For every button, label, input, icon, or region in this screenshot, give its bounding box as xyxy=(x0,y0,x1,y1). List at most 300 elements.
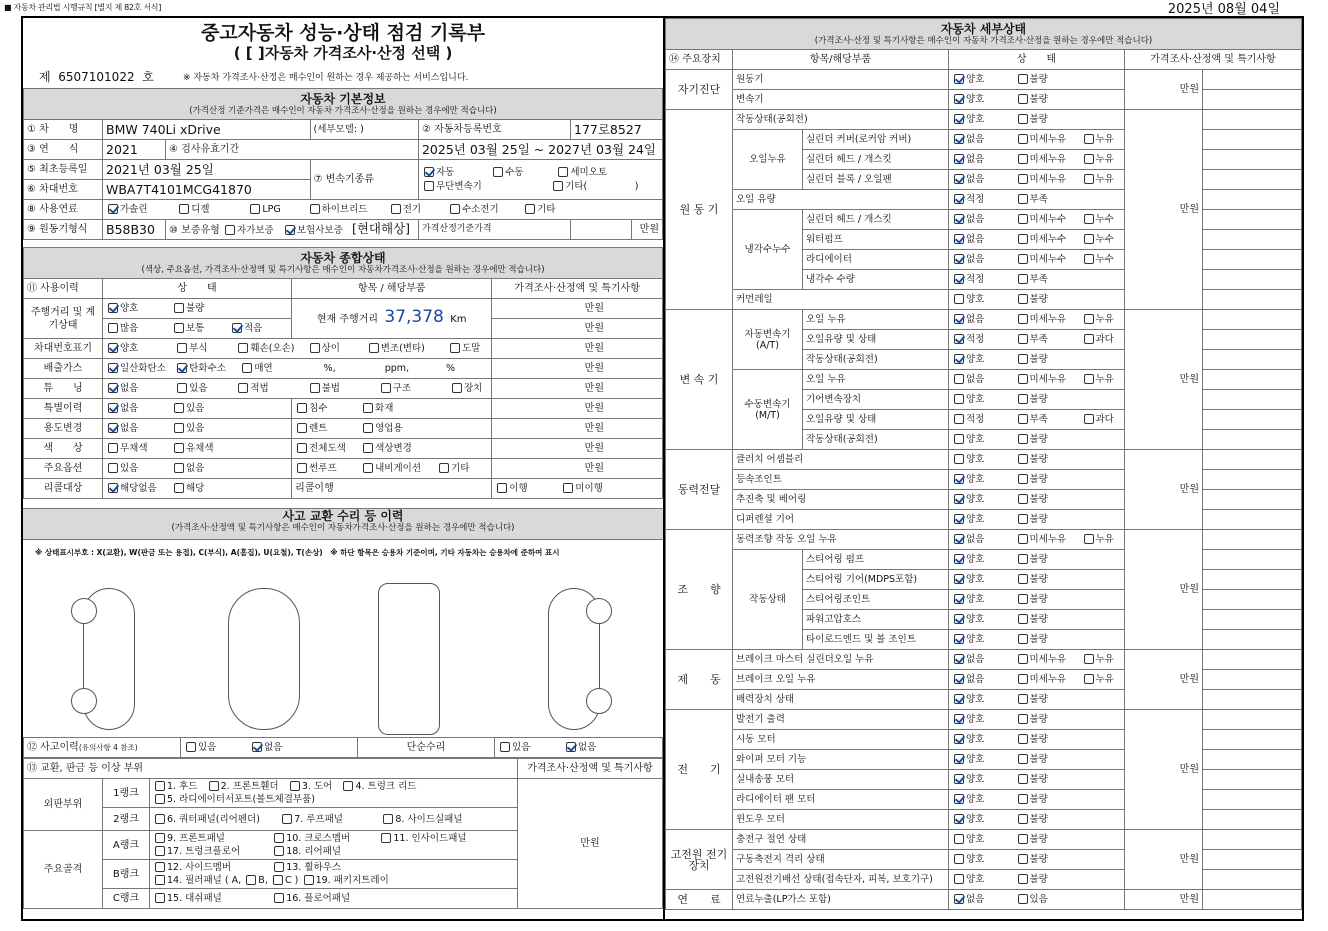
detail-checkbox[interactable] xyxy=(1018,174,1028,184)
subgroup-label: 작동상태 xyxy=(733,550,803,650)
checkbox-part-7[interactable] xyxy=(282,814,292,824)
option-options: 있음 없음 xyxy=(103,459,292,479)
checkbox-vin-corrosion[interactable] xyxy=(177,343,187,353)
simple-repair-label: 단순수리 xyxy=(358,738,495,758)
detail-checkbox[interactable] xyxy=(954,834,964,844)
checkbox-vin-altered[interactable] xyxy=(369,343,379,353)
detail-state-cell xyxy=(949,590,1013,610)
checkbox-recall-yes[interactable] xyxy=(174,483,184,493)
detail-state-cell xyxy=(1013,210,1079,230)
checkbox-mileage-normal[interactable] xyxy=(174,323,184,333)
detail-checkbox[interactable] xyxy=(954,734,964,744)
detail-checkbox[interactable] xyxy=(1018,774,1028,784)
detail-state-cell xyxy=(1079,650,1125,670)
price-special: 만원 xyxy=(492,399,663,419)
detail-checkbox[interactable] xyxy=(1018,234,1028,244)
detail-checkbox[interactable] xyxy=(1018,454,1028,464)
detail-checkbox[interactable] xyxy=(954,114,964,124)
checkbox-navigation[interactable] xyxy=(363,463,373,473)
checkbox-part-4[interactable] xyxy=(343,781,353,791)
detail-checkbox[interactable] xyxy=(1018,714,1028,724)
checkbox-tuning-legal[interactable] xyxy=(238,383,248,393)
detail-checkbox[interactable] xyxy=(1018,314,1028,324)
detail-option-label: 양호 xyxy=(966,554,985,565)
detail-item: 브레이크 마스터 실린더오일 누유 xyxy=(733,650,949,670)
car-top-outline xyxy=(228,588,300,730)
detail-checkbox[interactable] xyxy=(1018,794,1028,804)
price-purpose: 만원 xyxy=(492,419,663,439)
checkbox-vin-good[interactable] xyxy=(108,343,118,353)
detail-state-cell xyxy=(1079,610,1125,630)
detail-checkbox[interactable] xyxy=(954,94,964,104)
detail-state-cell xyxy=(949,90,1013,110)
warranty-insurer: [현대해상] xyxy=(351,221,411,236)
detail-checkbox[interactable] xyxy=(1018,374,1028,384)
detail-state-cell xyxy=(949,710,1013,730)
detail-checkbox[interactable] xyxy=(954,194,964,204)
checkbox-repair-yes[interactable] xyxy=(500,742,510,752)
price-col: 가격조사·산정액 및 특기사항 xyxy=(492,279,663,299)
checkbox-color-change[interactable] xyxy=(363,443,373,453)
detail-checkbox[interactable] xyxy=(1018,254,1028,264)
detail-option-label: 불량 xyxy=(1029,454,1048,465)
detail-checkbox[interactable] xyxy=(1018,874,1028,884)
detail-checkbox[interactable] xyxy=(954,234,964,244)
color-items: 전체도색 색상변경 xyxy=(292,439,492,459)
detail-state-cell xyxy=(1079,470,1125,490)
detail-option-label: 부족 xyxy=(1029,274,1048,285)
detail-note xyxy=(1203,150,1302,170)
detail-checkbox[interactable] xyxy=(1084,174,1094,184)
detail-checkbox[interactable] xyxy=(954,294,964,304)
detail-item: 실린더 블록 / 오일팬 xyxy=(803,170,949,190)
checkbox-recall-done[interactable] xyxy=(497,483,507,493)
detail-option-label: 양호 xyxy=(966,454,985,465)
detail-note xyxy=(1203,90,1302,110)
detail-state-cell xyxy=(1079,350,1125,370)
detail-checkbox[interactable] xyxy=(954,374,964,384)
checkbox-vin-painted[interactable] xyxy=(450,343,460,353)
detail-checkbox[interactable] xyxy=(954,754,964,764)
checkbox-fire[interactable] xyxy=(363,403,373,413)
detail-checkbox[interactable] xyxy=(1018,354,1028,364)
checkbox-pillar-c[interactable] xyxy=(273,875,283,885)
detail-checkbox[interactable] xyxy=(1018,214,1028,224)
checkbox-part-2[interactable] xyxy=(209,781,219,791)
detail-checkbox[interactable] xyxy=(1018,654,1028,664)
detail-checkbox[interactable] xyxy=(1018,814,1028,824)
detail-checkbox[interactable] xyxy=(954,554,964,564)
basic-info-header: 자동차 기본정보 (가격산정 기준가격은 매수인이 자동차 가격조사·산정을 원하는 경우에만 적습니다) xyxy=(24,89,663,120)
checkbox-part-15[interactable] xyxy=(155,893,165,903)
detail-checkbox[interactable] xyxy=(1084,654,1094,664)
checkbox-part-13[interactable] xyxy=(274,862,284,872)
checkbox-special-yes[interactable] xyxy=(174,403,184,413)
detail-state-cell xyxy=(1013,150,1079,170)
detail-price-col: 가격조사·산정액 및 특기사항 xyxy=(1125,50,1302,70)
checkbox-pillar-b[interactable] xyxy=(246,875,256,885)
checkbox-purpose-none[interactable] xyxy=(108,423,118,433)
detail-checkbox[interactable] xyxy=(1018,194,1028,204)
detail-checkbox[interactable] xyxy=(1018,134,1028,144)
detail-item: 동력조향 작동 오일 누유 xyxy=(733,530,949,550)
checkbox-hc[interactable] xyxy=(177,363,187,373)
detail-option-label: 불량 xyxy=(1029,634,1048,645)
checkbox-part-8[interactable] xyxy=(383,814,393,824)
checkbox-special-none[interactable] xyxy=(108,403,118,413)
checkbox-part-10[interactable] xyxy=(274,833,284,843)
detail-note xyxy=(1203,270,1302,290)
checkbox-gasoline[interactable] xyxy=(108,204,118,214)
detail-option-label: 양호 xyxy=(966,614,985,625)
detail-checkbox[interactable] xyxy=(954,494,964,504)
detail-item: 오일유량 및 상태 xyxy=(803,410,949,430)
checkbox-hydrogen[interactable] xyxy=(450,204,460,214)
parts-price: 만원 xyxy=(517,779,662,909)
detail-checkbox[interactable] xyxy=(1018,854,1028,864)
detail-checkbox[interactable] xyxy=(1018,534,1028,544)
checkbox-insurance-warranty[interactable] xyxy=(285,225,295,235)
detail-item: 작동상태(공회전) xyxy=(803,430,949,450)
detail-checkbox[interactable] xyxy=(954,814,964,824)
mileage-state-row1: 양호 불량 xyxy=(103,299,292,319)
checkbox-vin-mismatch[interactable] xyxy=(310,343,320,353)
detail-note xyxy=(1203,250,1302,270)
detail-state-cell xyxy=(949,610,1013,630)
detail-checkbox[interactable] xyxy=(1084,234,1094,244)
checkbox-vin-damaged[interactable] xyxy=(238,343,248,353)
detail-checkbox[interactable] xyxy=(954,694,964,704)
detail-price: 만원 xyxy=(1125,110,1203,310)
recall-label: 리콜대상 xyxy=(24,479,103,499)
detail-checkbox[interactable] xyxy=(954,214,964,224)
detail-checkbox[interactable] xyxy=(954,254,964,264)
service-notice: ※ 자동차 가격조사·산정은 매수인이 원하는 경우 제공하는 서비스입니다. xyxy=(183,73,469,83)
checkbox-part-14[interactable] xyxy=(155,875,165,885)
detail-option-label: 양호 xyxy=(966,874,985,885)
detail-checkbox[interactable] xyxy=(954,774,964,784)
checkbox-recall-none[interactable] xyxy=(108,483,118,493)
detail-state-cell xyxy=(1079,230,1125,250)
tuning-label: 튜 닝 xyxy=(24,379,103,399)
detail-note xyxy=(1203,570,1302,590)
detail-checkbox[interactable] xyxy=(1084,374,1094,384)
detail-option-label: 불량 xyxy=(1029,394,1048,405)
detail-option-label: 양호 xyxy=(966,434,985,445)
checkbox-flood[interactable] xyxy=(297,403,307,413)
detail-checkbox[interactable] xyxy=(1018,474,1028,484)
detail-checkbox[interactable] xyxy=(954,894,964,904)
checkbox-fuel-other[interactable] xyxy=(525,204,535,214)
detail-note xyxy=(1203,70,1302,90)
title-block xyxy=(23,22,663,62)
color-options: 무채색 유채색 xyxy=(103,439,292,459)
checkbox-part-17[interactable] xyxy=(155,846,165,856)
checkbox-hybrid[interactable] xyxy=(310,204,320,214)
detail-checkbox[interactable] xyxy=(1084,334,1094,344)
detail-checkbox[interactable] xyxy=(954,574,964,584)
checkbox-accident-yes[interactable] xyxy=(186,742,196,752)
item-col: 항목 / 해당부품 xyxy=(292,279,492,299)
detail-checkbox[interactable] xyxy=(1018,634,1028,644)
detail-note xyxy=(1203,590,1302,610)
checkbox-sunroof[interactable] xyxy=(297,463,307,473)
detail-checkbox[interactable] xyxy=(1084,534,1094,544)
detail-checkbox[interactable] xyxy=(1018,94,1028,104)
checkbox-accident-no[interactable] xyxy=(252,742,262,752)
detail-checkbox[interactable] xyxy=(1084,154,1094,164)
detail-option-label: 불량 xyxy=(1029,354,1048,365)
checkbox-option-no[interactable] xyxy=(174,463,184,473)
checkbox-mileage-low[interactable] xyxy=(232,323,242,333)
checkbox-diesel[interactable] xyxy=(179,204,189,214)
detail-checkbox[interactable] xyxy=(1018,74,1028,84)
detail-checkbox[interactable] xyxy=(1018,594,1028,604)
checkbox-part-12[interactable] xyxy=(155,862,165,872)
rankB-label: B랭크 xyxy=(103,860,150,889)
group-label: 연 료 xyxy=(666,890,733,910)
detail-checkbox[interactable] xyxy=(1018,414,1028,424)
detail-state-cell xyxy=(1013,830,1079,850)
detail-checkbox[interactable] xyxy=(954,474,964,484)
detail-checkbox[interactable] xyxy=(954,354,964,364)
checkbox-part-3[interactable] xyxy=(290,781,300,791)
detail-checkbox[interactable] xyxy=(954,434,964,444)
price-color: 만원 xyxy=(492,439,663,459)
detail-checkbox[interactable] xyxy=(954,514,964,524)
detail-item: 연료누출(LP가스 포함) xyxy=(733,890,949,910)
rankA-items: 9. 프론트패널 10. 크로스멤버 11. 인사이드패널 17. 트렁크플로어 18. 리어패널 xyxy=(150,831,518,860)
checkbox-part-6[interactable] xyxy=(155,814,165,824)
detail-checkbox[interactable] xyxy=(954,674,964,684)
car-wheel-rear-right xyxy=(586,688,612,714)
detail-checkbox[interactable] xyxy=(954,614,964,624)
checkbox-mileage-bad[interactable] xyxy=(174,303,184,313)
detail-state-cell xyxy=(1079,810,1125,830)
detail-checkbox[interactable] xyxy=(954,874,964,884)
year-label: ③ 연 식 xyxy=(24,140,103,160)
year: 2021 xyxy=(103,140,166,160)
detail-state-cell xyxy=(1013,710,1079,730)
detail-checkbox[interactable] xyxy=(1018,494,1028,504)
detail-checkbox[interactable] xyxy=(1084,254,1094,264)
detail-checkbox[interactable] xyxy=(1018,834,1028,844)
detail-checkbox[interactable] xyxy=(1018,274,1028,284)
detail-state-cell xyxy=(949,410,1013,430)
detail-checkbox[interactable] xyxy=(1018,334,1028,344)
detail-note xyxy=(1203,550,1302,570)
checkbox-co[interactable] xyxy=(108,363,118,373)
detail-checkbox[interactable] xyxy=(954,634,964,644)
detail-checkbox[interactable] xyxy=(954,154,964,164)
detail-note xyxy=(1203,530,1302,550)
detail-state-cell xyxy=(949,290,1013,310)
detail-state-cell xyxy=(1079,110,1125,130)
detail-checkbox[interactable] xyxy=(954,594,964,604)
detail-state-cell xyxy=(1013,230,1079,250)
detail-checkbox[interactable] xyxy=(1018,114,1028,124)
detail-checkbox[interactable] xyxy=(1084,314,1094,324)
detail-checkbox[interactable] xyxy=(954,654,964,664)
detail-checkbox[interactable] xyxy=(1018,154,1028,164)
detail-checkbox[interactable] xyxy=(954,854,964,864)
detail-checkbox[interactable] xyxy=(1018,394,1028,404)
detail-state-cell xyxy=(1013,730,1079,750)
reg-no-label: ② 자동차등록번호 xyxy=(418,120,570,140)
checkbox-part-19[interactable] xyxy=(304,875,314,885)
detail-checkbox[interactable] xyxy=(954,314,964,324)
detail-checkbox[interactable] xyxy=(1018,674,1028,684)
left-panel xyxy=(21,16,665,921)
detail-option-label: 없음 xyxy=(966,134,985,145)
detail-state-cell xyxy=(1013,130,1079,150)
detail-checkbox[interactable] xyxy=(954,414,964,424)
option-items: 썬루프 내비게이션 기타 xyxy=(292,459,492,479)
detail-checkbox[interactable] xyxy=(954,334,964,344)
detail-price: 만원 xyxy=(1125,310,1203,450)
checkbox-mileage-good[interactable] xyxy=(108,303,118,313)
checkbox-repair-no[interactable] xyxy=(566,742,576,752)
recall-done-options: 이행 미이행 xyxy=(492,479,663,499)
checkbox-mileage-high[interactable] xyxy=(108,323,118,333)
checkbox-recall-not-done[interactable] xyxy=(563,483,573,493)
detail-checkbox[interactable] xyxy=(954,714,964,724)
detail-note xyxy=(1203,390,1302,410)
trans-label: ⑦ 변속기종류 xyxy=(310,160,418,200)
detail-state-cell xyxy=(1013,890,1079,910)
detail-option-label: 없음 xyxy=(966,234,985,245)
detail-state-cell xyxy=(1013,390,1079,410)
detail-state-cell xyxy=(949,390,1013,410)
detail-checkbox[interactable] xyxy=(954,134,964,144)
section13-label: ⑬ 교환, 판금 등 이상 부위 xyxy=(24,759,518,779)
checkbox-semi-auto[interactable] xyxy=(558,167,568,177)
checkbox-self-warranty[interactable] xyxy=(225,225,235,235)
detail-checkbox[interactable] xyxy=(1084,414,1094,424)
detail-checkbox[interactable] xyxy=(1018,554,1028,564)
checkbox-part-1[interactable] xyxy=(155,781,165,791)
detail-option-label: 양호 xyxy=(966,394,985,405)
detail-checkbox[interactable] xyxy=(1084,214,1094,224)
checkbox-part-9[interactable] xyxy=(155,833,165,843)
detail-option-label: 양호 xyxy=(966,754,985,765)
base-price-unit: 만원 xyxy=(632,220,663,240)
checkbox-achromatic[interactable] xyxy=(108,443,118,453)
detail-option-label: 불량 xyxy=(1029,294,1048,305)
detail-option-label: 불량 xyxy=(1029,494,1048,505)
detail-checkbox[interactable] xyxy=(1018,574,1028,584)
detail-checkbox[interactable] xyxy=(1018,754,1028,764)
car-under-outline xyxy=(378,583,440,735)
detail-note xyxy=(1203,730,1302,750)
car-wheel-front-left xyxy=(71,598,97,624)
checkbox-electric[interactable] xyxy=(391,204,401,214)
detail-state-cell xyxy=(1013,590,1079,610)
detail-header: 자동차 세부상태 (가격조사·산정 및 특기사항은 매수인이 자동차 가격조사·산정을 원하는 경우에만 적습니다) xyxy=(666,19,1302,50)
detail-option-label: 누유 xyxy=(1095,134,1114,145)
detail-option-label: 불량 xyxy=(1029,754,1048,765)
detail-option-label: 불량 xyxy=(1029,514,1048,525)
detail-checkbox[interactable] xyxy=(954,534,964,544)
checkbox-tuning-device[interactable] xyxy=(452,383,462,393)
checkbox-purpose-yes[interactable] xyxy=(174,423,184,433)
checkbox-option-other[interactable] xyxy=(439,463,449,473)
detail-note xyxy=(1203,710,1302,730)
detail-state-cell xyxy=(1079,90,1125,110)
detail-note xyxy=(1203,770,1302,790)
detail-item: 스티어링 펌프 xyxy=(803,550,949,570)
checkbox-full-paint[interactable] xyxy=(297,443,307,453)
detail-checkbox[interactable] xyxy=(1018,614,1028,624)
detail-item: 발전기 출력 xyxy=(733,710,949,730)
detail-state-cell xyxy=(949,790,1013,810)
detail-checkbox[interactable] xyxy=(1018,294,1028,304)
detail-state-cell xyxy=(1013,770,1079,790)
detail-state-cell xyxy=(1013,110,1079,130)
detail-state-cell xyxy=(949,70,1013,90)
checkbox-auto[interactable] xyxy=(424,167,434,177)
checkbox-cvt[interactable] xyxy=(424,181,434,191)
checkbox-smoke[interactable] xyxy=(242,363,252,373)
checkbox-part-11[interactable] xyxy=(381,833,391,843)
first-reg: 2021년 03월 25일 xyxy=(103,160,311,180)
inspection-period: 2025년 03월 25일 ~ 2027년 03월 24일 xyxy=(418,140,662,160)
detail-checkbox[interactable] xyxy=(1084,674,1094,684)
detail-checkbox[interactable] xyxy=(1018,434,1028,444)
group-label: 전 기 xyxy=(666,710,733,830)
detail-checkbox[interactable] xyxy=(1018,514,1028,524)
base-price-value xyxy=(571,220,632,240)
reg-no: 177로8527 xyxy=(571,120,663,140)
checkbox-tuning-illegal[interactable] xyxy=(310,383,320,393)
detail-checkbox[interactable] xyxy=(1018,894,1028,904)
checkbox-commercial[interactable] xyxy=(363,423,373,433)
detail-option-label: 부족 xyxy=(1029,334,1048,345)
checkbox-rent[interactable] xyxy=(297,423,307,433)
detail-checkbox[interactable] xyxy=(954,454,964,464)
detail-state-cell xyxy=(1013,90,1079,110)
purpose-options: 없음 있음 xyxy=(103,419,292,439)
checkbox-tuning-structure[interactable] xyxy=(381,383,391,393)
checkbox-tuning-none[interactable] xyxy=(108,383,118,393)
detail-checkbox[interactable] xyxy=(1018,694,1028,704)
detail-checkbox[interactable] xyxy=(1018,734,1028,744)
detail-option-label: 불량 xyxy=(1029,594,1048,605)
mileage-value: 37,378 xyxy=(384,307,444,327)
detail-state-cell xyxy=(1013,330,1079,350)
checkbox-lpg[interactable] xyxy=(250,204,260,214)
detail-checkbox[interactable] xyxy=(954,394,964,404)
checkbox-chromatic[interactable] xyxy=(174,443,184,453)
detail-checkbox[interactable] xyxy=(954,74,964,84)
detail-checkbox[interactable] xyxy=(954,794,964,804)
detail-option-label: 불량 xyxy=(1029,774,1048,785)
detail-state-cell xyxy=(1079,710,1125,730)
detail-option-label: 불량 xyxy=(1029,94,1048,105)
detail-item: 스티어링 기어(MDPS포함) xyxy=(803,570,949,590)
checkbox-part-5[interactable] xyxy=(155,794,165,804)
checkbox-option-yes[interactable] xyxy=(108,463,118,473)
detail-checkbox[interactable] xyxy=(1084,134,1094,144)
checkbox-part-16[interactable] xyxy=(274,893,284,903)
checkbox-tuning-yes[interactable] xyxy=(177,383,187,393)
price-mileage-2: 만원 xyxy=(492,319,663,339)
detail-checkbox[interactable] xyxy=(954,174,964,184)
checkbox-manual[interactable] xyxy=(493,167,503,177)
checkbox-trans-other[interactable] xyxy=(553,181,563,191)
detail-checkbox[interactable] xyxy=(954,274,964,284)
checkbox-part-18[interactable] xyxy=(274,846,284,856)
